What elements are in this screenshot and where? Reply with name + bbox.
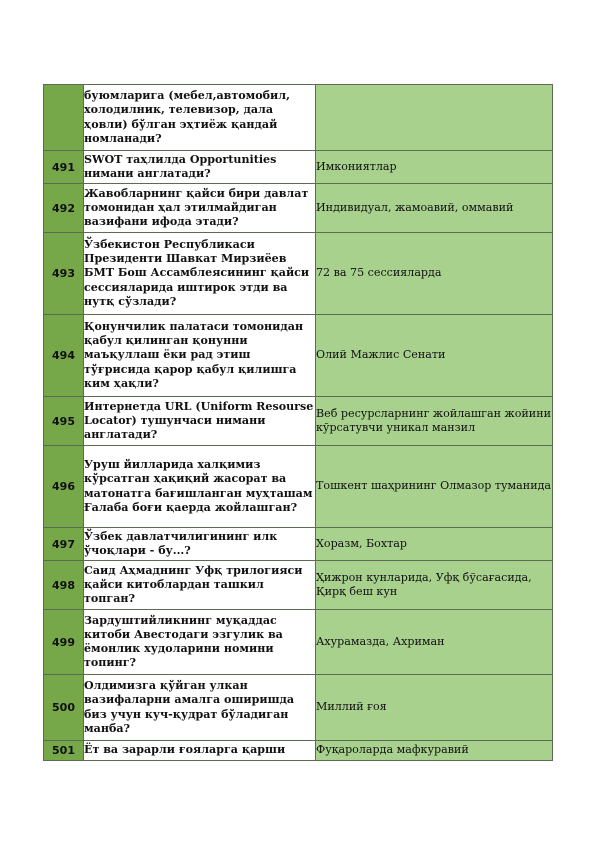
question-cell: Зардуштийликнинг муқаддас китоби Авестодаги эзгулик ва ёмонлик худоларини номини топинг? bbox=[84, 610, 316, 675]
table-row bbox=[44, 741, 553, 761]
row-number: 491 bbox=[44, 151, 84, 184]
row-number: 497 bbox=[44, 528, 84, 561]
table-row bbox=[44, 561, 553, 610]
row-number: 496 bbox=[44, 446, 84, 528]
qa-table bbox=[43, 84, 553, 761]
row-number bbox=[44, 85, 84, 151]
answer-cell: 72 ва 75 сессияларда bbox=[316, 233, 553, 315]
row-number: 492 bbox=[44, 184, 84, 233]
question-cell: Саид Аҳмаднинг Уфқ трилогияси қайси китоблардан ташкил топган? bbox=[84, 561, 316, 610]
table-row bbox=[44, 315, 553, 397]
answer-cell: Веб ресурсларнинг жойлашган жойини кўрсатувчи уникал манзил bbox=[316, 397, 553, 446]
row-number: 499 bbox=[44, 610, 84, 675]
answer-cell: Олий Мажлис Сенати bbox=[316, 315, 553, 397]
table-row bbox=[44, 184, 553, 233]
question-cell: Ўзбек давлатчилигининг илк ўчоқлари - бу...? bbox=[84, 528, 316, 561]
question-cell: Уруш йилларида халқимиз кўрсатган ҳақиқий жасорат ва матонатга бағишланган муҳташам Ғалаба боғи қаерда жойлашган? bbox=[84, 446, 316, 528]
table-row bbox=[44, 397, 553, 446]
row-number: 498 bbox=[44, 561, 84, 610]
answer-cell: Фуқароларда мафкуравий bbox=[316, 741, 553, 761]
answer-cell: Ҳижрон кунларида, Уфқ бўсағасида, Қирқ беш кун bbox=[316, 561, 553, 610]
row-number: 501 bbox=[44, 741, 84, 761]
question-cell: SWOT таҳлилда Opportunities нимани англатади? bbox=[84, 151, 316, 184]
row-number: 493 bbox=[44, 233, 84, 315]
question-cell: Ёт ва зарарли ғояларга қарши bbox=[84, 741, 316, 761]
table-row bbox=[44, 610, 553, 675]
table-row bbox=[44, 446, 553, 528]
table-row bbox=[44, 151, 553, 184]
answer-cell: Тошкент шаҳрининг Олмазор туманида bbox=[316, 446, 553, 528]
answer-cell: Хоразм, Бохтар bbox=[316, 528, 553, 561]
table-row bbox=[44, 528, 553, 561]
table-row bbox=[44, 233, 553, 315]
question-cell: Олдимизга қўйган улкан вазифаларни амалга оширишда биз учун куч-қудрат бўладиган манба? bbox=[84, 675, 316, 741]
question-cell: Жавобларнинг қайси бири давлат томонидан ҳал этилмайдиган вазифани ифода этади? bbox=[84, 184, 316, 233]
table-row bbox=[44, 85, 553, 151]
question-cell: Ўзбекистон Республикаси Президенти Шавкат Мирзиёев БМТ Бош Ассамблеясининг қайси сессияларида иштирок этди ва нутқ сўзлади? bbox=[84, 233, 316, 315]
answer-cell: Миллий ғоя bbox=[316, 675, 553, 741]
answer-cell: Ахурамазда, Ахриман bbox=[316, 610, 553, 675]
answer-cell bbox=[316, 85, 553, 151]
answer-cell: Имкониятлар bbox=[316, 151, 553, 184]
question-cell: буюмларига (мебел,автомобил, холодилник, телевизор, дала ҳовли) бўлган эҳтиёж қандай номланади? bbox=[84, 85, 316, 151]
row-number: 494 bbox=[44, 315, 84, 397]
answer-cell: Индивидуал, жамоавий, оммавий bbox=[316, 184, 553, 233]
qa-table-body bbox=[44, 85, 553, 761]
row-number: 500 bbox=[44, 675, 84, 741]
table-row bbox=[44, 675, 553, 741]
row-number: 495 bbox=[44, 397, 84, 446]
question-cell: Интернетда URL (Uniform Resourse Locator) тушунчаси нимани англатади? bbox=[84, 397, 316, 446]
question-cell: Қонунчилик палатаси томонидан қабул қилинган қонунни маъқуллаш ёки рад этиш тўғрисида қарор қабул қилишга ким ҳақли? bbox=[84, 315, 316, 397]
